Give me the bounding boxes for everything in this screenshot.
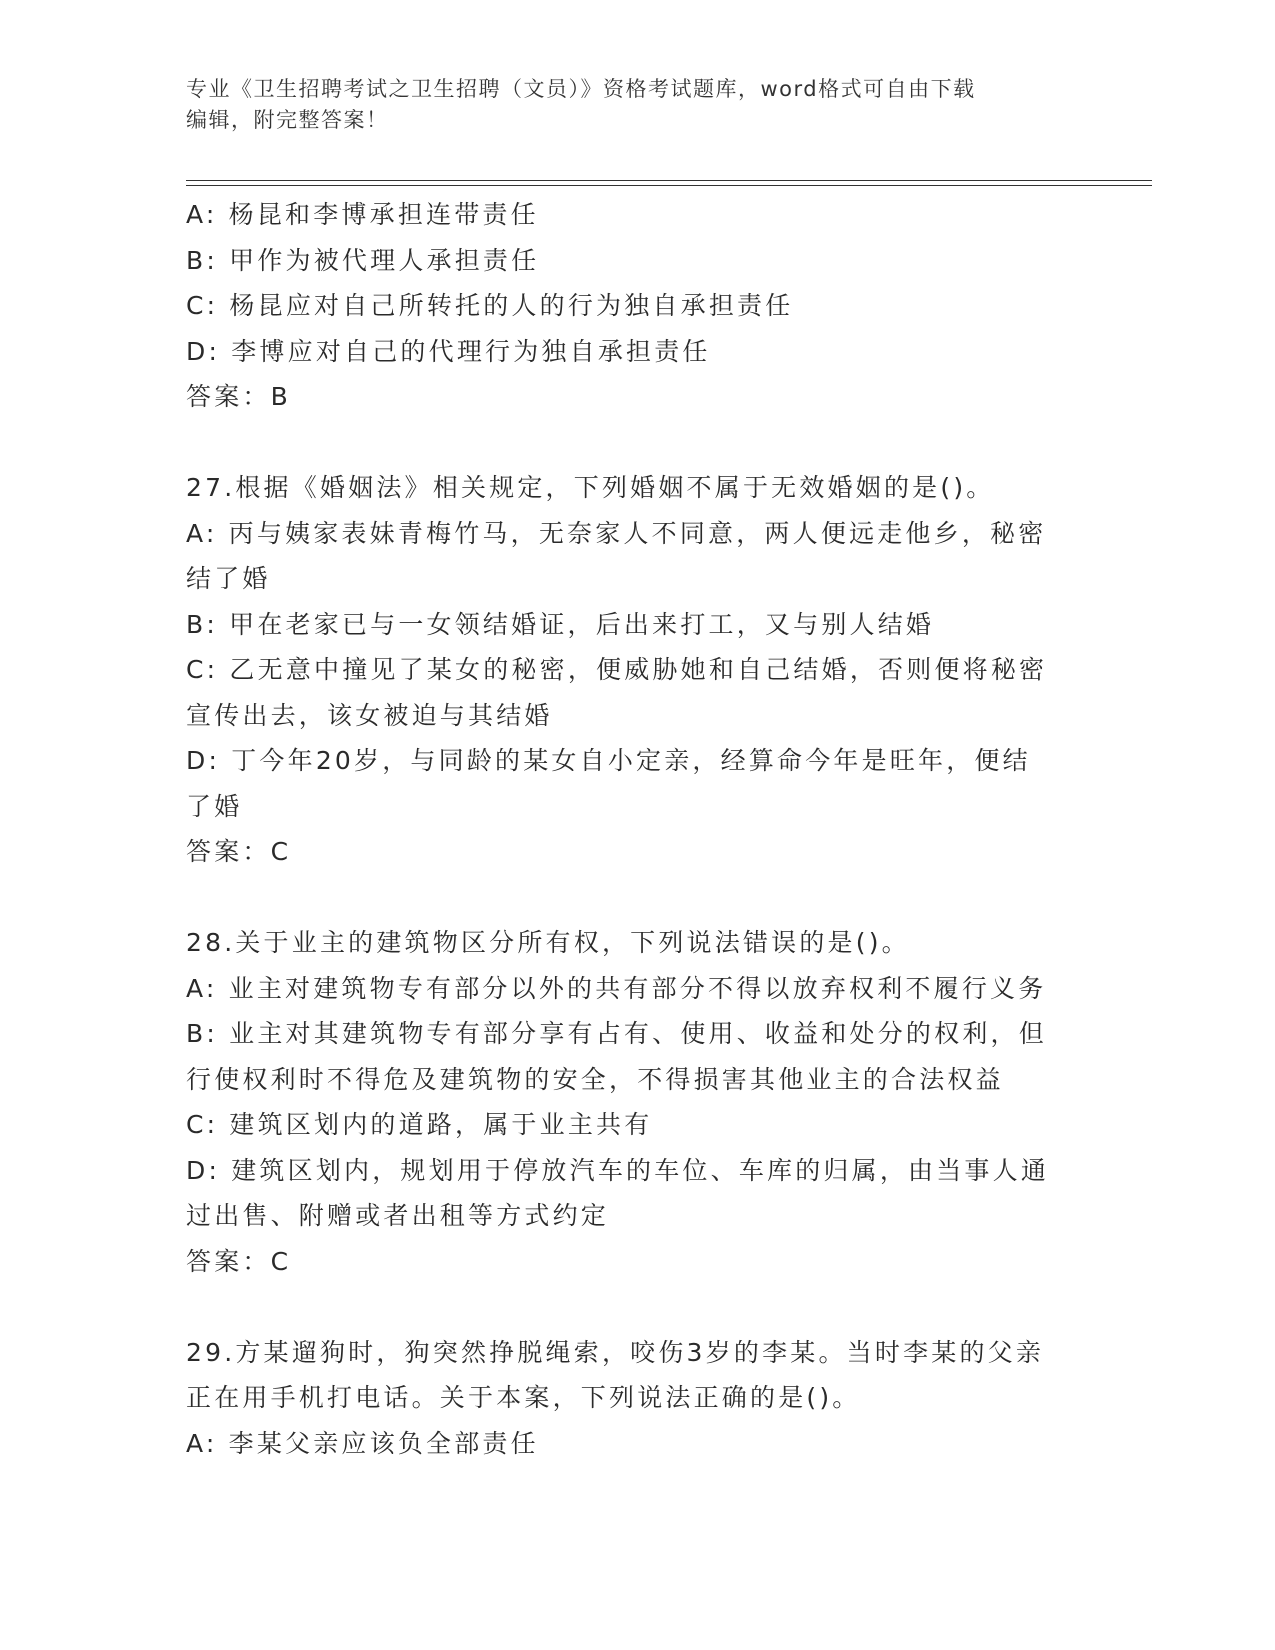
- option-line: 了婚: [186, 791, 243, 821]
- question-text: 正在用手机打电话。关于本案，下列说法正确的是()。: [186, 1383, 861, 1412]
- option-line: 宣传出去，该女被迫与其结婚: [186, 700, 553, 730]
- question-29-block: [186, 1330, 1076, 1467]
- header-line-1: 专业《卫生招聘考试之卫生招聘（文员）》资格考试题库，word格式可自由下载: [186, 77, 976, 101]
- option-line: C: 杨昆应对自己所转托的人的行为独自承担责任: [186, 291, 794, 320]
- option-line: A: 李某父亲应该负全部责任: [186, 1428, 539, 1458]
- question-26-block: [186, 192, 1076, 420]
- option-line: 过出售、附赠或者出租等方式约定: [186, 1201, 610, 1230]
- option-line: B: 甲在老家已与一女领结婚证，后出来打工，又与别人结婚: [186, 609, 935, 639]
- option-line: 行使权利时不得危及建筑物的安全，不得损害其他业主的合法权益: [186, 1064, 1004, 1094]
- answer-line: 答案：B: [186, 382, 291, 411]
- spacer: [186, 875, 1076, 921]
- option-line: C: 建筑区划内的道路，属于业主共有: [186, 1110, 653, 1139]
- option-line: D: 李博应对自己的代理行为独自承担责任: [186, 336, 711, 366]
- option-line: A: 丙与姨家表妹青梅竹马，无奈家人不同意，两人便远走他乡，秘密: [186, 518, 1047, 548]
- question-28-block: [186, 920, 1076, 1284]
- header-line-2: 编辑，附完整答案！: [186, 108, 389, 132]
- option-line: B: 业主对其建筑物专有部分享有占有、使用、收益和处分的权利，但: [186, 1019, 1047, 1048]
- answer-line: 答案：C: [186, 837, 292, 866]
- option-line: A: 杨昆和李博承担连带责任: [186, 200, 539, 229]
- question-27-block: [186, 465, 1076, 875]
- page-header: [186, 74, 1066, 136]
- question-text: 28.关于业主的建筑物区分所有权，下列说法错误的是()。: [186, 928, 910, 957]
- option-line: D: 丁今年20岁，与同龄的某女自小定亲，经算命今年是旺年，便结: [186, 746, 1031, 775]
- option-line: D: 建筑区划内，规划用于停放汽车的车位、车库的归属，由当事人通: [186, 1155, 1050, 1185]
- question-content: [186, 192, 1076, 1466]
- spacer: [186, 1284, 1076, 1330]
- option-line: B: 甲作为被代理人承担责任: [186, 245, 540, 275]
- question-text: 29.方某遛狗时，狗突然挣脱绳索，咬伤3岁的李某。当时李某的父亲: [186, 1337, 1045, 1367]
- option-line: 结了婚: [186, 564, 271, 593]
- option-line: A: 业主对建筑物专有部分以外的共有部分不得以放弃权利不履行义务: [186, 973, 1047, 1003]
- question-text: 27.根据《婚姻法》相关规定，下列婚姻不属于无效婚姻的是()。: [186, 473, 995, 502]
- spacer: [186, 420, 1076, 466]
- answer-line: 答案：C: [186, 1246, 292, 1276]
- header-divider-bottom: [186, 185, 1152, 186]
- option-line: C: 乙无意中撞见了某女的秘密，便威胁她和自己结婚，否则便将秘密: [186, 655, 1048, 684]
- header-divider-top: [186, 180, 1152, 181]
